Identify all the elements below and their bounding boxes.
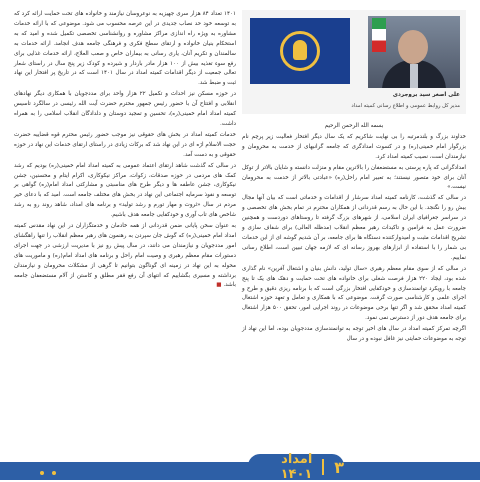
footer-divider xyxy=(322,459,324,475)
emdad-logo-icon xyxy=(280,31,320,71)
basmala-paragraph: بسمه الله الرحمن الرحیم xyxy=(324,123,384,129)
article-paragraph: در سالی که گذشت شاهد ارتقای اعتماد عمومی به کمیته امداد امام خمینی(ره) بودیم که رشد کمک های مردمی در حوزه صدقات، زکوات، مراکز نیکوکاری، اکرام ایتام و محسنین، جشن نیکوکاری، جشن عاطفه ها و دیگر طرح های مناسبتی و مشارکتی امداد امام(ره) گواهی بر توسعه و نفوذ سرمایه اجتماعی این نهاد در بخش های مختلف جامعه است. امید که با دعای خیر مردم در سال «ثروت و مهار تورم و رشد تولید» و برنامه های امداد، شاهد روند رو به رشد شاخص های تاب آوری و خودکفایی جامعه هدف باشیم. xyxy=(14,162,236,219)
article-paragraph: اگرچه تمرکز کمیته امداد در سال های اخیر توجه به توانمندسازی مددجویان بوده، اما این نهاد از توجه به موضوعات حمایتی نیز غافل نبوده و در سال xyxy=(242,326,466,343)
article-paragraph: در سالی که گذشت، کارنامه کمیته امداد سرشار از اقدامات و خدماتی است که بیان آنها مجال بیش رو را نگنجد. با این حال به رسم قدردانی از همکاران محترم در تمام بخش های تخصصی و در سراسر جغرافیای ایران اسلامی، از شهرهای بزرگ گرفته تا روستاهای دوردست و همچنین ضرورت عمل به فرامین و تاکیدات رهبر معظم انقلاب (مدظله العالی) برای شفاف سازی و تشریح اقدامات مثبت و امیدوارکننده دستگاه ها برای جامعه، بر آن شدیم گوشه ای از این خدمات بی شمار را با استفاده از ابزارهای بهروز رسانه ای که لازمه جهان تبیین است، اطلاع رسانی نماییم. xyxy=(242,195,466,261)
page-number: ۳ xyxy=(334,457,344,477)
page-footer xyxy=(0,454,480,480)
left-column xyxy=(14,10,236,292)
article-paragraph: در سالی که از سوی مقام معظم رهبری «سال تولید، دانش بنیان و اشتغال آفرین» نام گذاری شده بود، ایجاد ۲۲۰ هزار فرصت شغلی برای خانواده های تحت حمایت و دهک های یک تا پنج جامعه با رویکرد توانمندسازی و خودکفایی افتخار بزرگی است که با برنامه ریزی دقیق و طرح و اجرای علمی و کارشناسی صورت گرفت. موضوعی که با همکاری و تعامل و تعهد حوزه اشتغال کمیته امداد محقق شد و اگر تنها برخی موضوعات در روند اجرایی امور، تحقق ۵۰۰ هزار اشتغال برای جامعه هدف دور از دسترس نمی نمود. xyxy=(242,265,466,322)
photo-tie xyxy=(410,64,418,88)
article-paragraph: خداوند بزرگ و بلندمرتبه را بی نهایت شاکریم که یک سال دیگر افتخار فعالیت زیر پرچم نام بزرگوار امام خمینی(ره) و در کسوت امدادگری که جامعه گرانبهای از خدمت به محرومان و نیازمندان است، نصیب کمیته امداد کرد. xyxy=(242,133,466,160)
article-paragraph: در حوزه مسکن نیز احداث و تکمیل ۲۲ هزار واحد برای مددجویان با همکاری دیگر نهادهای انقلابی و افتتاح آن با حضور رئیس جمهور محترم حضرت آیت الله رئیسی در سالگرد تاسیس کمیته امداد امام خمینی(ره)، تحسین و تمجید دوستان و دلدادگان انقلاب اسلامی را به همراه داشت. xyxy=(14,91,236,127)
footer-bar xyxy=(0,462,480,480)
article-paragraph: امدادگرانی که پاره پرستی به مستضعفان را بالاترین مقام و منزلت دانسته و شایان بالاتر از توکل آنان برای خود متصور نیستند؛ به تعبیر امام راحل(ره) «عبادتی بالاتر از خدمت به محرومان نیست.» xyxy=(242,164,466,191)
right-column xyxy=(242,122,466,346)
author-role: مدیر کل روابط عمومی و اطلاع رسانی کمیته امداد xyxy=(351,103,460,109)
author-box xyxy=(242,10,466,114)
magazine-title: امداد ۱۴۰۱ xyxy=(280,452,313,482)
iran-flag-icon xyxy=(372,18,386,52)
author-name: علی اصغر سید بروجردی xyxy=(392,92,460,98)
end-mark-icon: ■ xyxy=(216,282,222,289)
article-paragraph: خدمات کمیته امداد در بخش های حقوقی نیز موجب حضور رئیس محترم قوه قضاییه حضرت حجت الاسلام اژه ای در این نهاد شد که برکات زیادی در راستای ارتقای خدمات این نهاد در حوزه حقوقی و به دست آمد. xyxy=(14,131,236,158)
article-paragraph xyxy=(14,222,236,291)
organization-logo xyxy=(250,18,350,84)
decor-dot-icon xyxy=(52,471,56,475)
decor-dot-icon xyxy=(40,471,44,475)
author-photo xyxy=(368,16,460,88)
closing-paragraph-text: به عنوان سخن پایانی ضمن قدردانی از همه خادمان و خدمتگزاران در این نهاد مقدس کمیته امداد امام خمینی(ره) که گوش جان سپردن به رهنمون های رهبر معظم انقلاب را تنها راهگشای امور مددجویان و نیازمندان می دانند، در سال پیش رو نیز با مدیریت ارزشی در جهت اجرای دستورات مقام معظم رهبری و وصیت امام راحل و برنامه های امداد امام(ره) و ماموریت های محوله به این نهاد در زمینه ای گوناگون بتوانیم تا گرهی از مشکلات محرومان و نیازمندان برداشته و مسیری بگشاییم که انتهای آن رفع فقر مطلق و کاستن از آلام مستضعفان جامعه باشد. xyxy=(14,223,236,289)
photo-head xyxy=(398,30,428,64)
article-paragraph: ۱۴۰۱ تعداد ۸۴ هزار سری جهیزیه به نوعروسان نیازمند و خانواده های تحت حمایت ارائه کرد که به توسعه خود حد نصاب جدیدی در این عرصه محسوب می شود. موضوعی که با ارائه خدمات مشاوره به ویژه راه اندازی مراکز مشاوره و روانشناسی تخصصی تکمیل شده و امید که به استحکام بنیان خانواده و ارتقای سطح فکری و فرهنگی جامعه هدف انجامد. ارائه خدمات به سالمندان و تکریم آنان، یاری رسانی به بیماران خاص و صعب العلاج، ارائه خدمات غذایی برای رفع سوء تغذیه بیش از ۱۰۰ هزار مادر باردار و شیرده و کودک زیر پنج سال در راستای شعار تعالی جمعیت از دیگر اقدامات کمیته امداد در سال ۱۴۰۱ است که در تاریخ پر افتخار این نهاد ثبت و ضبط شد. xyxy=(14,11,237,87)
footer-tab xyxy=(248,454,344,480)
